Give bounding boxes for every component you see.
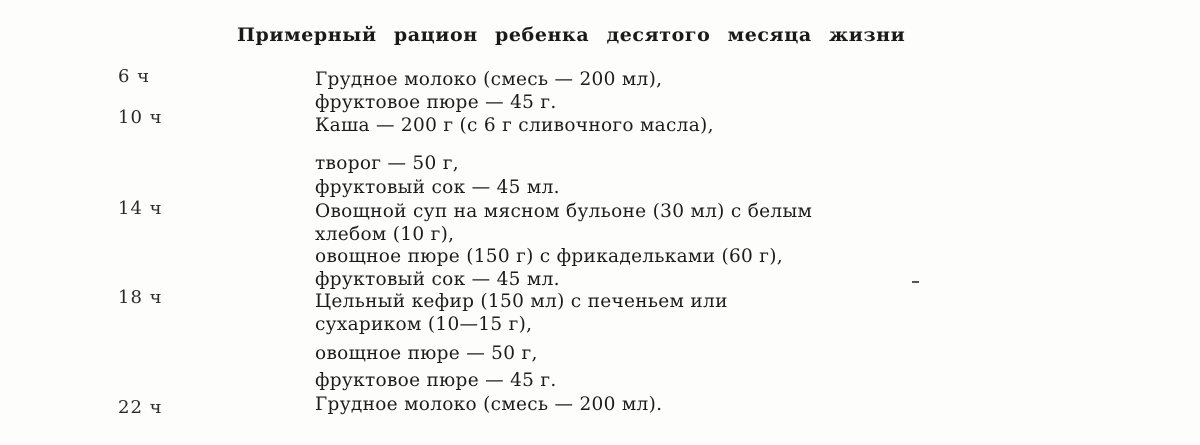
meal-line: фруктовый сок — 45 мл. [315,269,560,290]
meal-line: хлебом (10 г), [315,224,455,245]
meal-line: Каша — 200 г (с 6 г сливочного масла), [315,115,714,136]
print-speck [912,281,919,283]
time-label-6: 6 ч [118,66,151,87]
meal-line: фруктовое пюре — 45 г. [315,92,557,113]
document-title: Примерный рацион ребенка десятого месяца жизни [237,24,906,46]
meal-line: овощное пюре (150 г) с фрикадельками (60 г), [315,246,783,267]
time-label-22: 22 ч [118,397,163,418]
time-label-10: 10 ч [118,107,163,128]
meal-line: Грудное молоко (смесь — 200 мл), [315,69,663,90]
time-label-14: 14 ч [118,198,163,219]
time-label-18: 18 ч [118,287,163,308]
meal-line: сухариком (10—15 г), [315,314,533,335]
meal-line: фруктовое пюре — 45 г. [315,370,557,391]
meal-line: овощное пюре — 50 г, [315,343,538,364]
meal-line: Цельный кефир (150 мл) с печеньем или [315,291,728,312]
meal-line: фруктовый сок — 45 мл. [315,177,560,198]
meal-line: Грудное молоко (смесь — 200 мл). [315,394,663,415]
meal-line: творог — 50 г, [315,153,459,174]
meal-line: Овощной суп на мясном бульоне (30 мл) с белым [315,201,813,222]
